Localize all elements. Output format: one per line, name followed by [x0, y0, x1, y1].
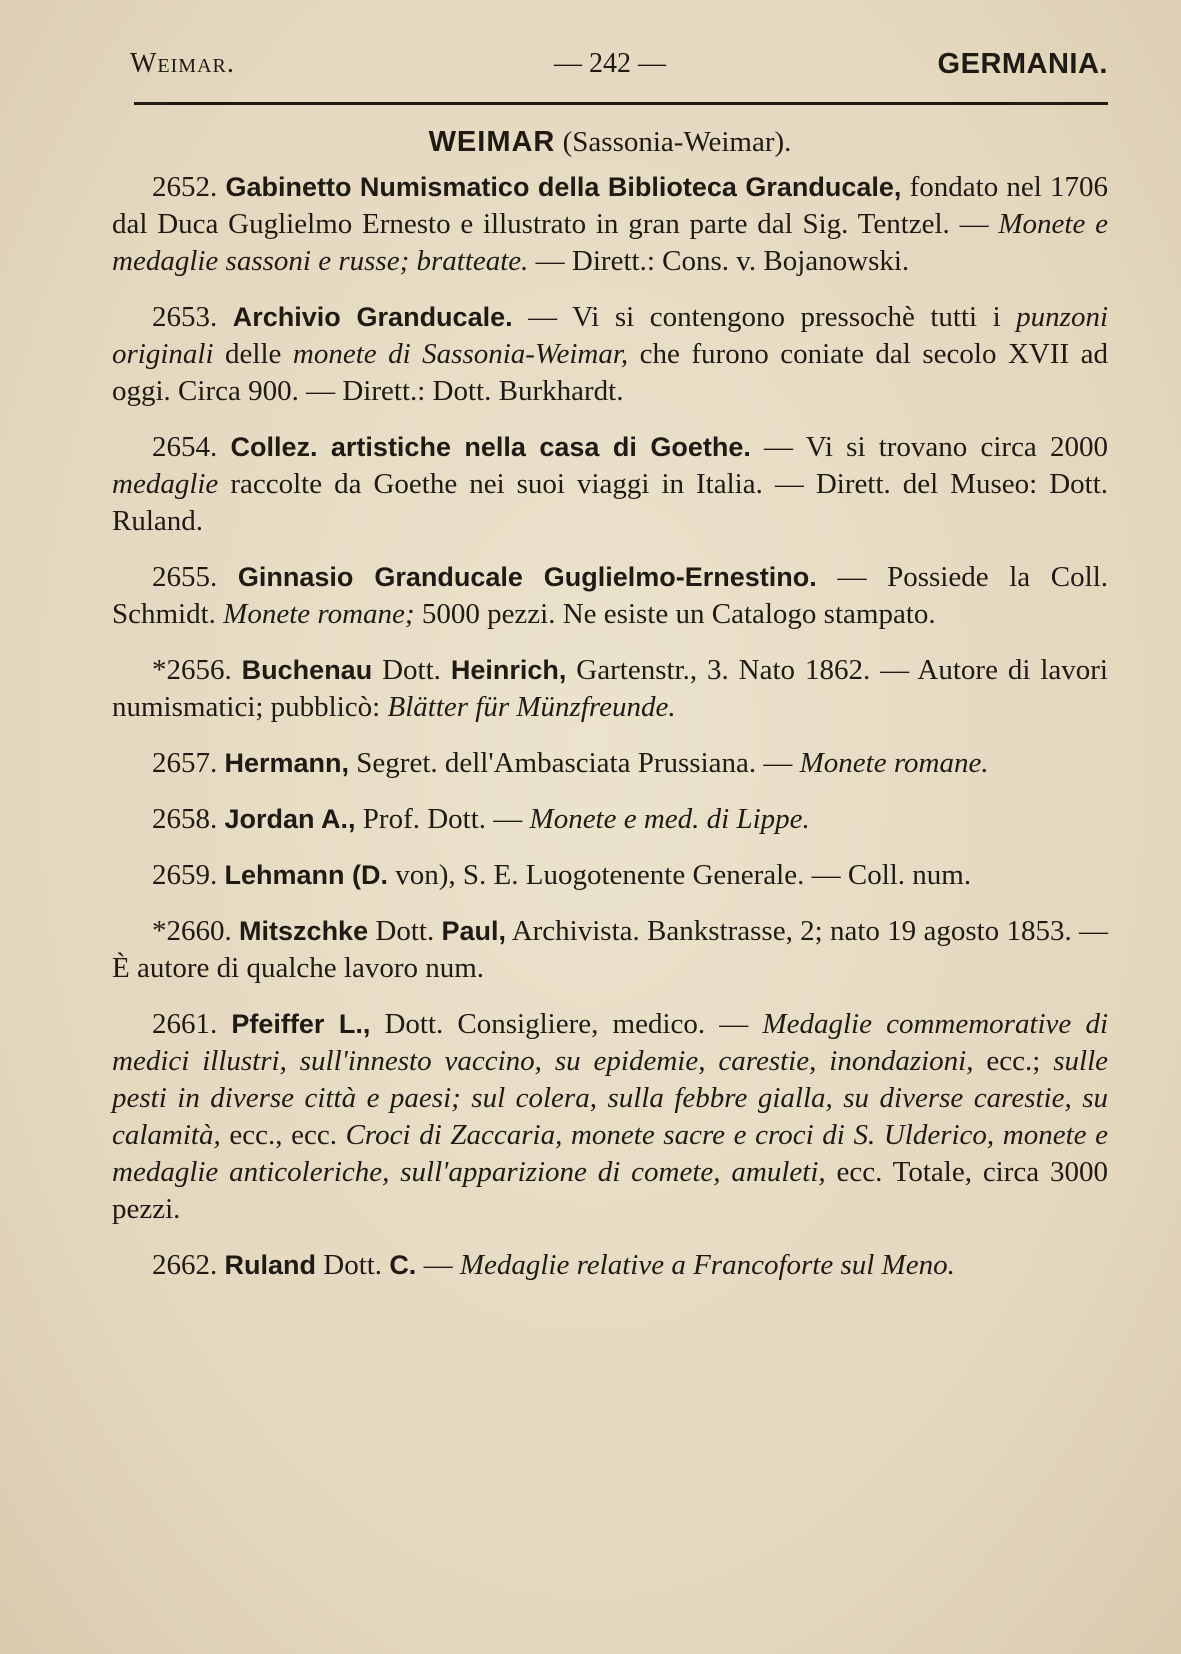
section-title: [112, 126, 1108, 159]
entry-italic-text: monete di Sassonia-Weimar,: [292, 338, 629, 370]
entry: [112, 559, 1108, 633]
entry-text: *2656.: [152, 654, 242, 686]
entry-text: Dott.: [372, 654, 451, 686]
running-header: [112, 40, 1108, 94]
document-page: [112, 40, 1108, 1303]
entry-name: C.: [389, 1250, 417, 1280]
entry-name: Ginnasio Granducale Guglielmo-Ernestino.: [237, 562, 817, 592]
entry-text: 2658.: [152, 803, 225, 835]
entry-italic-text: punzoni originali: [112, 301, 1108, 370]
header-left: Weimar.: [130, 48, 235, 79]
entry-text: ecc. Totale, circa 3000 pezzi.: [112, 1156, 1108, 1225]
entry-text: 2659.: [152, 859, 225, 891]
entry-name: Paul,: [441, 916, 507, 946]
entry-text: 5000 pezzi. Ne esiste un Catalogo stampato.: [414, 598, 936, 630]
entry-text: — Possiede la Coll. Schmidt.: [112, 561, 1109, 630]
header-right: GERMANIA.: [937, 48, 1108, 80]
entry: [112, 652, 1108, 726]
entry-name: Lehmann (D.: [224, 860, 389, 890]
entry-italic-text: medaglie: [112, 468, 219, 500]
entry-italic-text: Monete romane.: [799, 747, 989, 779]
entry-text: Dott.: [368, 915, 442, 947]
entry-italic-text: Monete e med. di Lippe.: [529, 803, 810, 835]
entry-text: fondato nel 1706 dal Duca Guglielmo Ernesto e illustrato in gran parte dal Sig. Tentzel. —: [112, 171, 1109, 240]
entry-name: Collez. artistiche nella casa di Goethe.: [230, 432, 751, 462]
entry: [112, 745, 1108, 782]
header-rule: [134, 102, 1108, 105]
entry-text: che furono coniate dal secolo XVII ad oggi. Circa 900. — Dirett.: Dott. Burkhardt.: [112, 338, 1109, 407]
entry: [112, 857, 1108, 894]
entry: [112, 1247, 1108, 1284]
entry-text: 2654.: [152, 431, 231, 463]
entry-text: ecc.;: [973, 1045, 1054, 1077]
entry: [112, 801, 1108, 838]
entry-name: Mitszchke: [239, 916, 369, 946]
entry-italic-text: Blätter für Münzfreunde.: [387, 691, 676, 723]
entry: [112, 169, 1108, 280]
entry-name: Gabinetto Numismatico della Biblioteca Granducale,: [225, 172, 902, 202]
entry-name: Hermann,: [224, 748, 350, 778]
entry-text: 2653.: [152, 301, 233, 333]
entry-text: Archivista. Bankstrasse, 2; nato 19 agosto 1853. — È autore di qualche lavoro num.: [112, 915, 1109, 984]
entry-italic-text: Croci di Zaccaria, monete sacre e croci di S. Ulderico, monete e medaglie anticoleriche, sull'apparizione di comete, amuleti,: [112, 1119, 1109, 1188]
entry-name: Buchenau: [241, 655, 373, 685]
entry-name: Pfeiffer L.,: [231, 1009, 371, 1039]
section-title-bold: WEIMAR: [428, 126, 556, 158]
entry-text: 2657.: [152, 747, 225, 779]
entries-list: [112, 169, 1108, 1284]
entry-italic-text: Medaglie relative a Francoforte sul Meno.: [459, 1249, 955, 1281]
entry-text: *2660.: [152, 915, 240, 947]
entry: [112, 1006, 1108, 1228]
section-title-rest: (Sassonia-Weimar).: [555, 126, 792, 158]
entry-text: Dott. Consigliere, medico. —: [370, 1008, 763, 1040]
entry-text: Segret. dell'Ambasciata Prussiana. —: [349, 747, 800, 779]
entry-italic-text: Monete e medaglie sassoni e russe; bratteate.: [112, 208, 1108, 277]
entry: [112, 913, 1108, 987]
page-number: — 242 —: [554, 48, 666, 79]
entry-name: Heinrich,: [450, 655, 567, 685]
entry-name: Ruland: [224, 1250, 316, 1280]
entry-text: 2655.: [152, 561, 238, 593]
entry-text: 2661.: [152, 1008, 232, 1040]
entry-text: delle: [213, 338, 293, 370]
entry: [112, 429, 1108, 540]
entry-italic-text: sulle pesti in diverse città e paesi; sul colera, sulla febbre gialla, su diverse carestie, su calamità,: [112, 1045, 1109, 1151]
entry-text: 2662.: [152, 1249, 225, 1281]
entry-italic-text: Monete romane;: [223, 598, 415, 630]
entry-text: Gartenstr., 3. Nato 1862. — Autore di lavori numismatici; pubblicò:: [112, 654, 1108, 723]
entry-text: raccolte da Goethe nei suoi viaggi in Italia. — Dirett. del Museo: Dott. Ruland.: [112, 468, 1108, 537]
entry-text: Dott.: [316, 1249, 390, 1281]
entry-text: —: [416, 1249, 460, 1281]
entry-text: — Vi si contengono pressochè tutti i: [512, 301, 1017, 333]
entry-text: Prof. Dott. —: [355, 803, 530, 835]
entry-text: — Vi si trovano circa 2000: [750, 431, 1109, 463]
entry-text: von), S. E. Luogotenente Generale. — Coll. num.: [388, 859, 972, 891]
entry-name: Jordan A.,: [224, 804, 356, 834]
entry: [112, 299, 1108, 410]
entry-text: — Dirett.: Cons. v. Bojanowski.: [528, 245, 910, 277]
entry-text: ecc., ecc.: [220, 1119, 346, 1151]
entry-italic-text: Medaglie commemorative di medici illustri, sull'innesto vaccino, su epidemie, carestie, inondazioni,: [112, 1008, 1108, 1077]
entry-name: Archivio Granducale.: [232, 302, 513, 332]
entry-text: 2652.: [152, 171, 226, 203]
